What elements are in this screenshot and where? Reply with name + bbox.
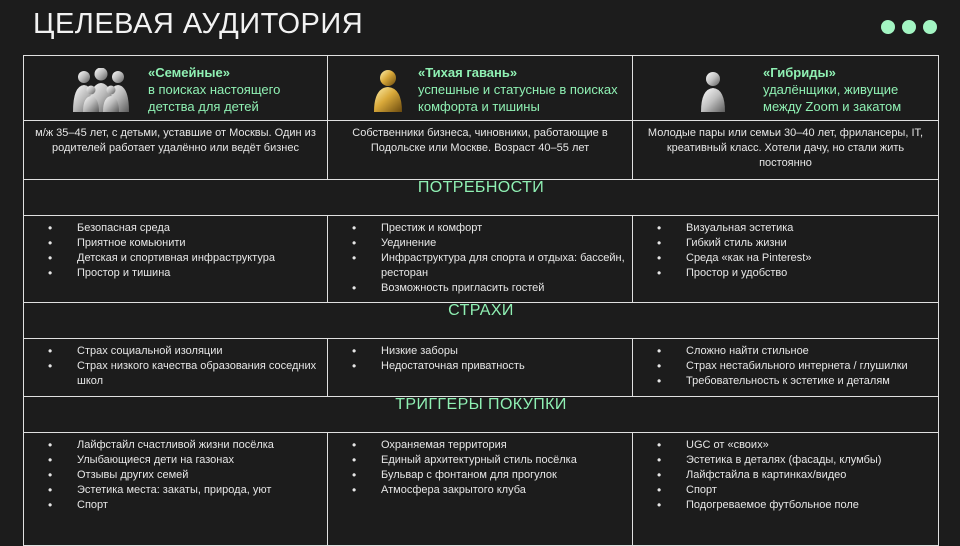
- needs-cell: [24, 216, 328, 303]
- list-item: • Возможность пригласить гостей: [376, 281, 632, 296]
- segment-subtitle: в поисках настоящего детства для детей: [148, 82, 281, 114]
- list-item: • Приятное комьюнити: [72, 236, 327, 251]
- dot-icon: [902, 20, 916, 34]
- list-item: • Уединение: [376, 236, 632, 251]
- dot-icon: [923, 20, 937, 34]
- list-item: • Единый архитектурный стиль посёлка: [376, 453, 632, 468]
- list-item: • Недостаточная приватность: [376, 359, 632, 374]
- list-item: • Среда «как на Pinterest»: [681, 251, 938, 266]
- segment-header-quiet-harbor: [328, 56, 633, 121]
- list-item: • Охраняемая территория: [376, 438, 632, 453]
- list-item: • UGC от «своих»: [681, 438, 938, 453]
- list-item: • Лайфстайла в картинках/видео: [681, 468, 938, 483]
- list-item: • Инфраструктура для спорта и отдыха: бассейн, ресторан: [376, 251, 632, 281]
- bullet-list: [24, 339, 327, 389]
- triggers-row: [24, 433, 939, 546]
- list-item: • Лайфстайл счастливой жизни посёлка: [72, 438, 327, 453]
- bullet-list: [24, 433, 327, 513]
- section-title: СТРАХИ: [448, 302, 514, 319]
- list-item: • Спорт: [681, 483, 938, 498]
- section-header-triggers: [24, 397, 939, 433]
- list-item: • Престиж и комфорт: [376, 221, 632, 236]
- fears-cell: [328, 339, 633, 397]
- segment-subtitle: удалёнщики, живущие между Zoom и закатом: [763, 82, 902, 114]
- bullet-list: [633, 216, 938, 281]
- gold-person-icon: [358, 63, 418, 117]
- silver-person-icon: [663, 63, 763, 117]
- list-item: • Простор и удобство: [681, 266, 938, 281]
- section-header-needs: [24, 180, 939, 216]
- list-item: • Бульвар с фонтаном для прогулок: [376, 468, 632, 483]
- bullet-list: [328, 433, 632, 498]
- bullet-list: [328, 339, 632, 374]
- list-item: • Подогреваемое футбольное поле: [681, 498, 938, 513]
- bullet-list: [328, 216, 632, 296]
- list-item: • Визуальная эстетика: [681, 221, 938, 236]
- section-title: ТРИГГЕРЫ ПОКУПКИ: [395, 396, 567, 413]
- list-item: • Страх социальной изоляции: [72, 344, 327, 359]
- needs-cell: [633, 216, 939, 303]
- segment-header-hybrids: [633, 56, 939, 121]
- segment-description: м/ж 35–45 лет, с детьми, уставшие от Москвы. Один из родителей работает удалённо или ведёт бизнес: [24, 121, 328, 180]
- triggers-cell: [328, 433, 633, 546]
- section-title: ПОТРЕБНОСТИ: [417, 179, 545, 196]
- segment-name: «Гибриды»: [763, 65, 836, 80]
- segment-description-row: [24, 121, 939, 180]
- list-item: • Эстетика в деталях (фасады, клумбы): [681, 453, 938, 468]
- list-item: • Улыбающиеся дети на газонах: [72, 453, 327, 468]
- list-item: • Гибкий стиль жизни: [681, 236, 938, 251]
- bullet-list: [633, 433, 938, 513]
- list-item: • Страх нестабильного интернета / глушилки: [681, 359, 938, 374]
- bullet-list: [24, 216, 327, 281]
- list-item: • Отзывы других семей: [72, 468, 327, 483]
- segment-subtitle: успешные и статусные в поисках комфорта и тишины: [418, 82, 618, 114]
- list-item: • Сложно найти стильное: [681, 344, 938, 359]
- fears-cell: [24, 339, 328, 397]
- segment-header-row: [24, 56, 939, 121]
- segment-description: Молодые пары или семьи 30–40 лет, фрилансеры, IT, креативный класс. Хотели дачу, но стали жить постоянно: [633, 121, 939, 180]
- needs-cell: [328, 216, 633, 303]
- list-item: • Безопасная среда: [72, 221, 327, 236]
- segment-header-family: [24, 56, 328, 121]
- section-header-fears: [24, 303, 939, 339]
- list-item: • Атмосфера закрытого клуба: [376, 483, 632, 498]
- audience-table: [23, 55, 939, 546]
- slide-title: ЦЕЛЕВАЯ АУДИТОРИЯ: [33, 8, 364, 40]
- fears-cell: [633, 339, 939, 397]
- list-item: • Простор и тишина: [72, 266, 327, 281]
- list-item: • Эстетика места: закаты, природа, уют: [72, 483, 327, 498]
- list-item: • Низкие заборы: [376, 344, 632, 359]
- dot-icon: [881, 20, 895, 34]
- menu-dots-icon[interactable]: [881, 20, 937, 34]
- segment-name: «Семейные»: [148, 65, 230, 80]
- segment-description: Собственники бизнеса, чиновники, работающие в Подольске или Москве. Возраст 40–55 лет: [328, 121, 633, 180]
- list-item: • Требовательность к эстетике и деталям: [681, 374, 938, 389]
- list-item: • Страх низкого качества образования соседних школ: [72, 359, 327, 389]
- fears-row: [24, 339, 939, 397]
- triggers-cell: [24, 433, 328, 546]
- list-item: • Спорт: [72, 498, 327, 513]
- needs-row: [24, 216, 939, 303]
- family-figures-icon: [54, 63, 148, 117]
- segment-name: «Тихая гавань»: [418, 65, 518, 80]
- list-item: • Детская и спортивная инфраструктура: [72, 251, 327, 266]
- bullet-list: [633, 339, 938, 389]
- triggers-cell: [633, 433, 939, 546]
